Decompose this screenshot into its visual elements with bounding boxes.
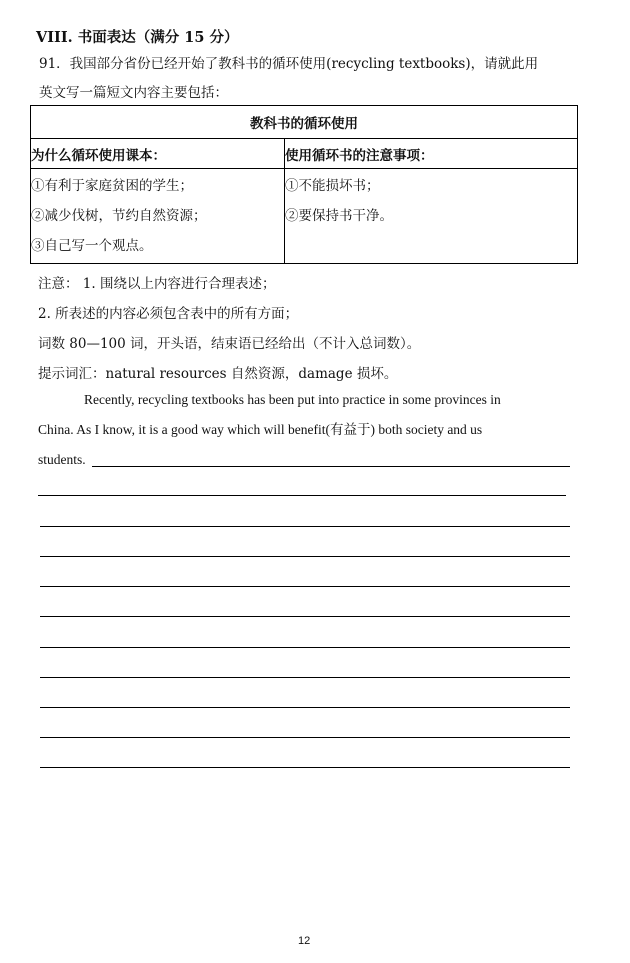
question-text-line-2: 英文写一篇短文内容主要包括：: [39, 85, 228, 101]
writing-line[interactable]: [40, 707, 570, 708]
right-item: ②要保持书干净。: [285, 208, 393, 224]
writing-line[interactable]: [40, 616, 570, 617]
writing-line[interactable]: [40, 767, 570, 768]
note-3: 词数 80—100 词，开头语，结束语已经给出（不计入总词数）。: [38, 336, 421, 352]
right-column-header: 使用循环书的注意事项：: [285, 139, 578, 169]
writing-line[interactable]: [40, 677, 570, 678]
page-number: 12: [298, 935, 311, 947]
note-1: 注意： 1. 围绕以上内容进行合理表述；: [38, 276, 276, 292]
note-4: 提示词汇：natural resources 自然资源，damage 损坏。: [38, 366, 398, 382]
writing-line[interactable]: [40, 647, 570, 648]
note-2: 2. 所表述的内容必须包含表中的所有方面；: [38, 306, 299, 322]
passage-line-2: China. As I know, it is a good way which will benefit(有益于) both society and us: [38, 422, 483, 437]
left-column-items: [31, 169, 285, 264]
writing-line[interactable]: [40, 526, 570, 527]
right-item: ①不能损坏书；: [285, 178, 380, 194]
table-title: 教科书的循环使用: [31, 106, 578, 139]
writing-line[interactable]: [40, 556, 570, 557]
passage-students-text: students.: [38, 452, 86, 467]
requirements-table: [30, 105, 578, 264]
passage-line-1: Recently, recycling textbooks has been put into practice in some provinces in: [84, 392, 501, 407]
left-column-header: 为什么循环使用课本：: [31, 139, 285, 169]
passage-line-3: [38, 452, 86, 468]
right-column-items: [285, 169, 578, 264]
question-text-line-1: 91．我国部分省份已经开始了教科书的循环使用(recycling textbooks)，请就此用: [39, 56, 539, 72]
left-item: ①有利于家庭贫困的学生；: [31, 178, 193, 194]
left-item: ③自己写一个观点。: [31, 238, 153, 254]
section-title: VIII. 书面表达（满分 15 分）: [36, 29, 239, 46]
writing-line[interactable]: [92, 466, 570, 467]
writing-line[interactable]: [38, 495, 566, 496]
writing-line[interactable]: [40, 737, 570, 738]
left-item: ②减少伐树，节约自然资源；: [31, 208, 207, 224]
writing-line[interactable]: [40, 586, 570, 587]
